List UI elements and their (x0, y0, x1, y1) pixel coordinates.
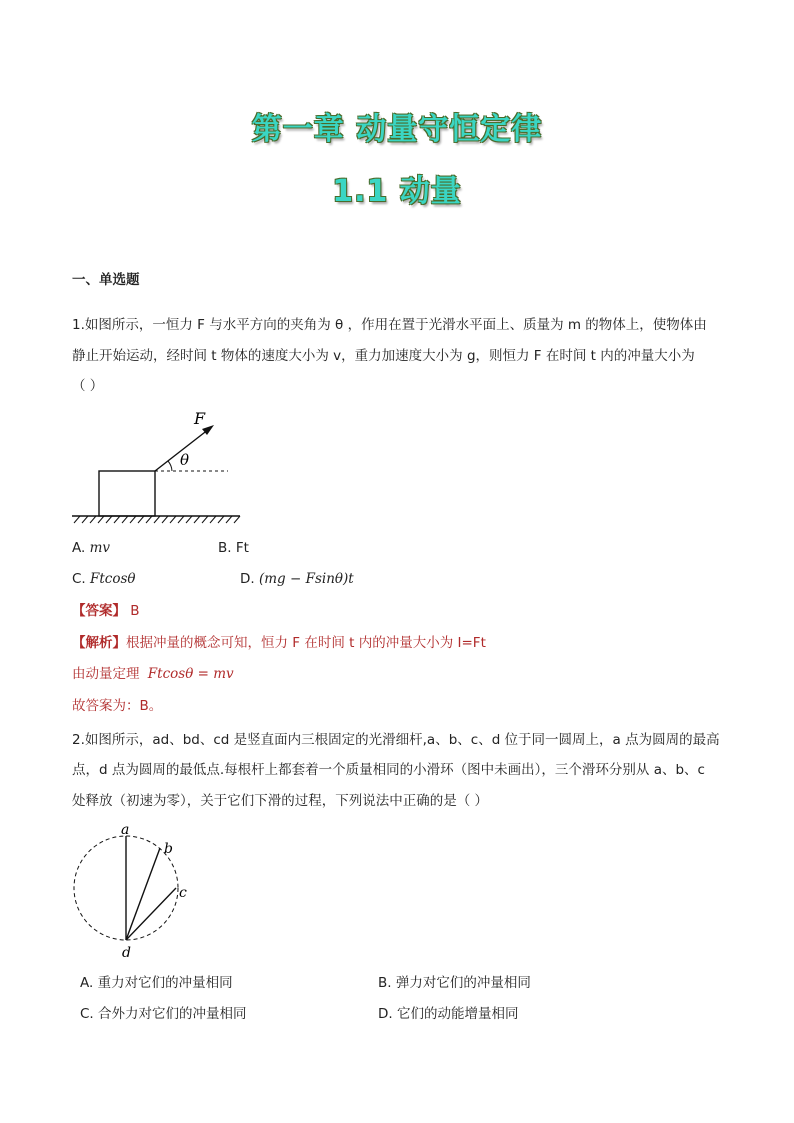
q1-conclusion: 故答案为：B。 (72, 698, 163, 714)
q2-option-d: D. 它们的动能增量相同 (378, 1006, 519, 1022)
q1-theorem (72, 663, 234, 685)
answer-tag: 【答案】 (72, 603, 126, 619)
option-value: mv (89, 540, 111, 556)
angle-arc (168, 461, 172, 471)
point-c-label: c (179, 885, 187, 901)
q1-option-d (240, 568, 354, 590)
q1-option-b (218, 537, 249, 559)
chapter-title: 第一章 动量守恒定律 (251, 112, 543, 147)
block (99, 471, 155, 516)
point-d-label: d (122, 945, 131, 961)
option-value: Ftcosθ (90, 571, 136, 587)
option-value: (mg − Fsinθ)t (258, 571, 354, 587)
analysis-text: 根据冲量的概念可知，恒力 F 在时间 t 内的冲量大小为 I=Ft (126, 635, 486, 651)
q1-force-diagram (68, 402, 248, 532)
option-value: Ft (235, 540, 249, 556)
q2-stem-line-1: 2.如图所示，ad、bd、cd 是竖直面内三根固定的光滑细杆,a、b、c、d 位于同一圆周上，a 点为圆周的最高 (72, 732, 720, 748)
q1-analysis (72, 632, 486, 654)
option-label: A. (72, 540, 86, 556)
q2-option-c: C. 合外力对它们的冲量相同 (80, 1006, 247, 1022)
rod-cd (126, 888, 176, 940)
point-b-label: b (164, 841, 173, 857)
q1-stem-line-1: 1.如图所示，一恒力 F 与水平方向的夹角为 θ ，作用在置于光滑水平面上、质量为 m 的物体上，使物体由 (72, 317, 707, 333)
answer-value: B (130, 603, 140, 619)
q1-stem-line-2: 静止开始运动，经时间 t 物体的速度大小为 v，重力加速度大小为 g，则恒力 F 在时间 t 内的冲量大小为 (72, 348, 695, 364)
q1-option-a (72, 537, 110, 559)
option-label: D. (240, 571, 255, 587)
q1-option-c (72, 568, 136, 590)
theorem-formula: Ftcosθ = mv (147, 666, 234, 682)
ground-hatching (74, 516, 240, 523)
rod-bd (126, 848, 160, 940)
analysis-tag: 【解析】 (72, 635, 126, 651)
option-label: C. (72, 571, 86, 587)
q1-stem-line-3: （ ） (72, 378, 104, 394)
point-a-label: a (121, 822, 130, 838)
q2-circle-diagram (66, 818, 196, 964)
q2-stem-line-3: 处释放（初速为零），关于它们下滑的过程，下列说法中正确的是（ ） (72, 793, 489, 809)
section-heading: 一、单选题 (72, 272, 140, 288)
option-label: B. (218, 540, 232, 556)
q2-option-a: A. 重力对它们的冲量相同 (80, 975, 233, 991)
q2-stem-line-2: 点，d 点为圆周的最低点.每根杆上都套着一个质量相同的小滑环（图中未画出），三个滑环分别从 a、b、c (72, 762, 705, 778)
section-title: 1.1 动量 (332, 174, 462, 209)
q1-answer (72, 600, 140, 622)
q2-option-b: B. 弹力对它们的冲量相同 (378, 975, 531, 991)
theorem-prefix: 由动量定理 (72, 666, 140, 682)
angle-label: θ (180, 451, 190, 469)
force-label: F (194, 409, 206, 428)
